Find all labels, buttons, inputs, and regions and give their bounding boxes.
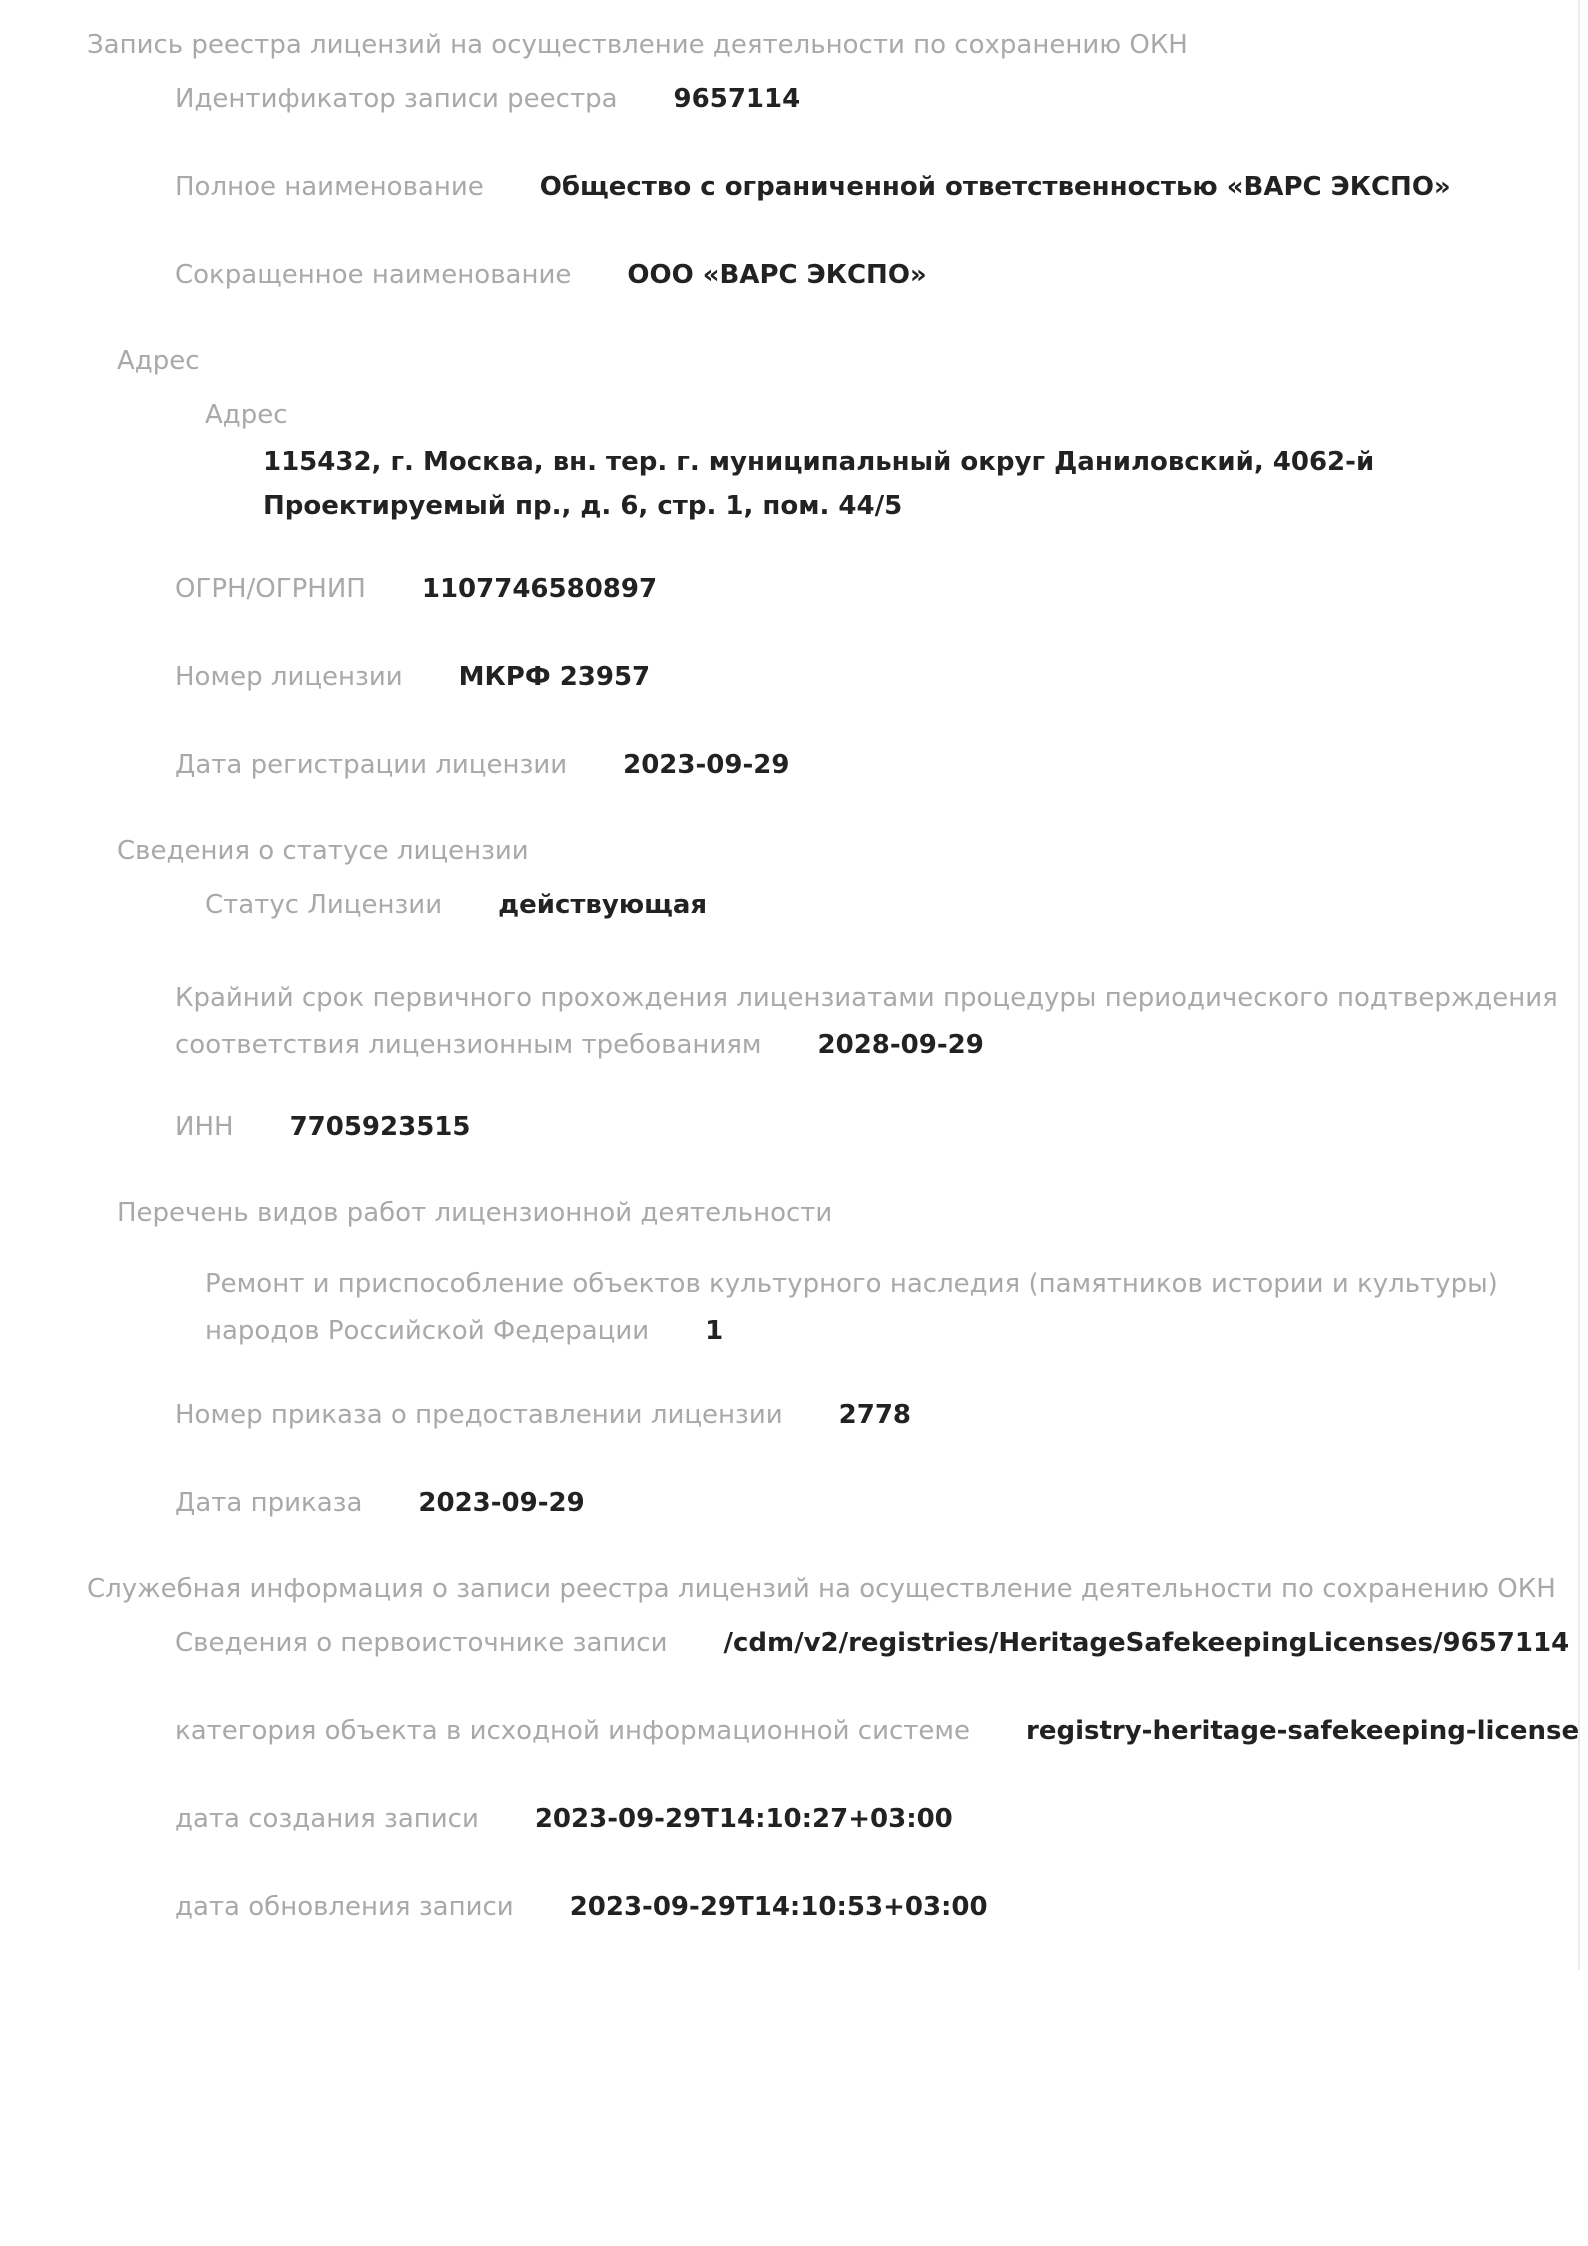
reg-date-label: Дата регистрации лицензии <box>175 750 568 780</box>
updated-label: дата обновления записи <box>175 1892 514 1922</box>
category-field <box>175 1716 1579 1746</box>
inn-label: ИНН <box>175 1112 234 1142</box>
inn-field <box>175 1112 470 1142</box>
works-item <box>205 1262 1505 1356</box>
ogrn-value: 1107746580897 <box>421 574 658 604</box>
order-number-label: Номер приказа о предоставлении лицензии <box>175 1400 783 1430</box>
created-value: 2023-09-29T14:10:27+03:00 <box>534 1804 953 1834</box>
deadline-value: 2028-09-29 <box>817 1030 984 1060</box>
address-section-title: Адрес <box>117 346 200 376</box>
order-number-field <box>175 1400 911 1430</box>
full-name-field <box>175 172 1451 202</box>
ogrn-label: ОГРН/ОГРНИП <box>175 574 366 604</box>
order-number-value: 2778 <box>838 1400 912 1430</box>
address-value: 115432, г. Москва, вн. тер. г. муниципальный округ Даниловский, 4062-й Проектируемый пр., д. 6, стр. 1, пом. 44/5 <box>263 447 1375 521</box>
created-field <box>175 1804 953 1834</box>
updated-value: 2023-09-29T14:10:53+03:00 <box>569 1892 988 1922</box>
record-title: Запись реестра лицензий на осуществление деятельности по сохранению ОКН <box>87 30 1188 60</box>
category-label: категория объекта в исходной информационной системе <box>175 1716 971 1746</box>
ogrn-field <box>175 574 657 604</box>
full-name-value: Общество с ограниченной ответственностью «ВАРС ЭКСПО» <box>539 172 1451 202</box>
works-item-label: Ремонт и приспособление объектов культурного наследия (памятников истории и культуры) народов Российской Федерации <box>205 1269 1498 1346</box>
status-section-title: Сведения о статусе лицензии <box>117 836 529 866</box>
service-title: Служебная информация о записи реестра лицензий на осуществление деятельности по сохранению ОКН <box>87 1574 1556 1604</box>
order-date-value: 2023-09-29 <box>418 1488 585 1518</box>
short-name-field <box>175 260 927 290</box>
license-number-label: Номер лицензии <box>175 662 403 692</box>
status-value: действующая <box>498 890 708 920</box>
deadline-field <box>175 976 1565 1070</box>
works-section-title: Перечень видов работ лицензионной деятельности <box>117 1198 833 1228</box>
status-label: Статус Лицензии <box>205 890 443 920</box>
reg-date-value: 2023-09-29 <box>623 750 790 780</box>
order-date-label: Дата приказа <box>175 1488 363 1518</box>
address-label: Адрес <box>205 400 288 430</box>
reg-date-field <box>175 750 789 780</box>
order-date-field <box>175 1488 585 1518</box>
record-id-value: 9657114 <box>673 84 801 114</box>
license-number-field <box>175 662 650 692</box>
full-name-label: Полное наименование <box>175 172 484 202</box>
source-field <box>175 1628 1569 1658</box>
deadline-label: Крайний срок первичного прохождения лицензиатами процедуры периодического подтверждения соответствия лицензионным требованиям <box>175 983 1558 1060</box>
short-name-value: ООО «ВАРС ЭКСПО» <box>627 260 927 290</box>
source-label: Сведения о первоисточнике записи <box>175 1628 668 1658</box>
status-field <box>205 890 707 920</box>
updated-field <box>175 1892 988 1922</box>
record-id-label: Идентификатор записи реестра <box>175 84 618 114</box>
category-value: registry-heritage-safekeeping-license <box>1026 1716 1580 1746</box>
short-name-label: Сокращенное наименование <box>175 260 572 290</box>
works-item-value: 1 <box>705 1316 724 1346</box>
created-label: дата создания записи <box>175 1804 479 1834</box>
record-id-field <box>175 84 800 114</box>
inn-value: 7705923515 <box>289 1112 471 1142</box>
right-divider <box>1578 0 1580 1970</box>
source-value: /cdm/v2/registries/HeritageSafekeepingLicenses/9657114 <box>723 1628 1570 1658</box>
license-number-value: МКРФ 23957 <box>458 662 651 692</box>
